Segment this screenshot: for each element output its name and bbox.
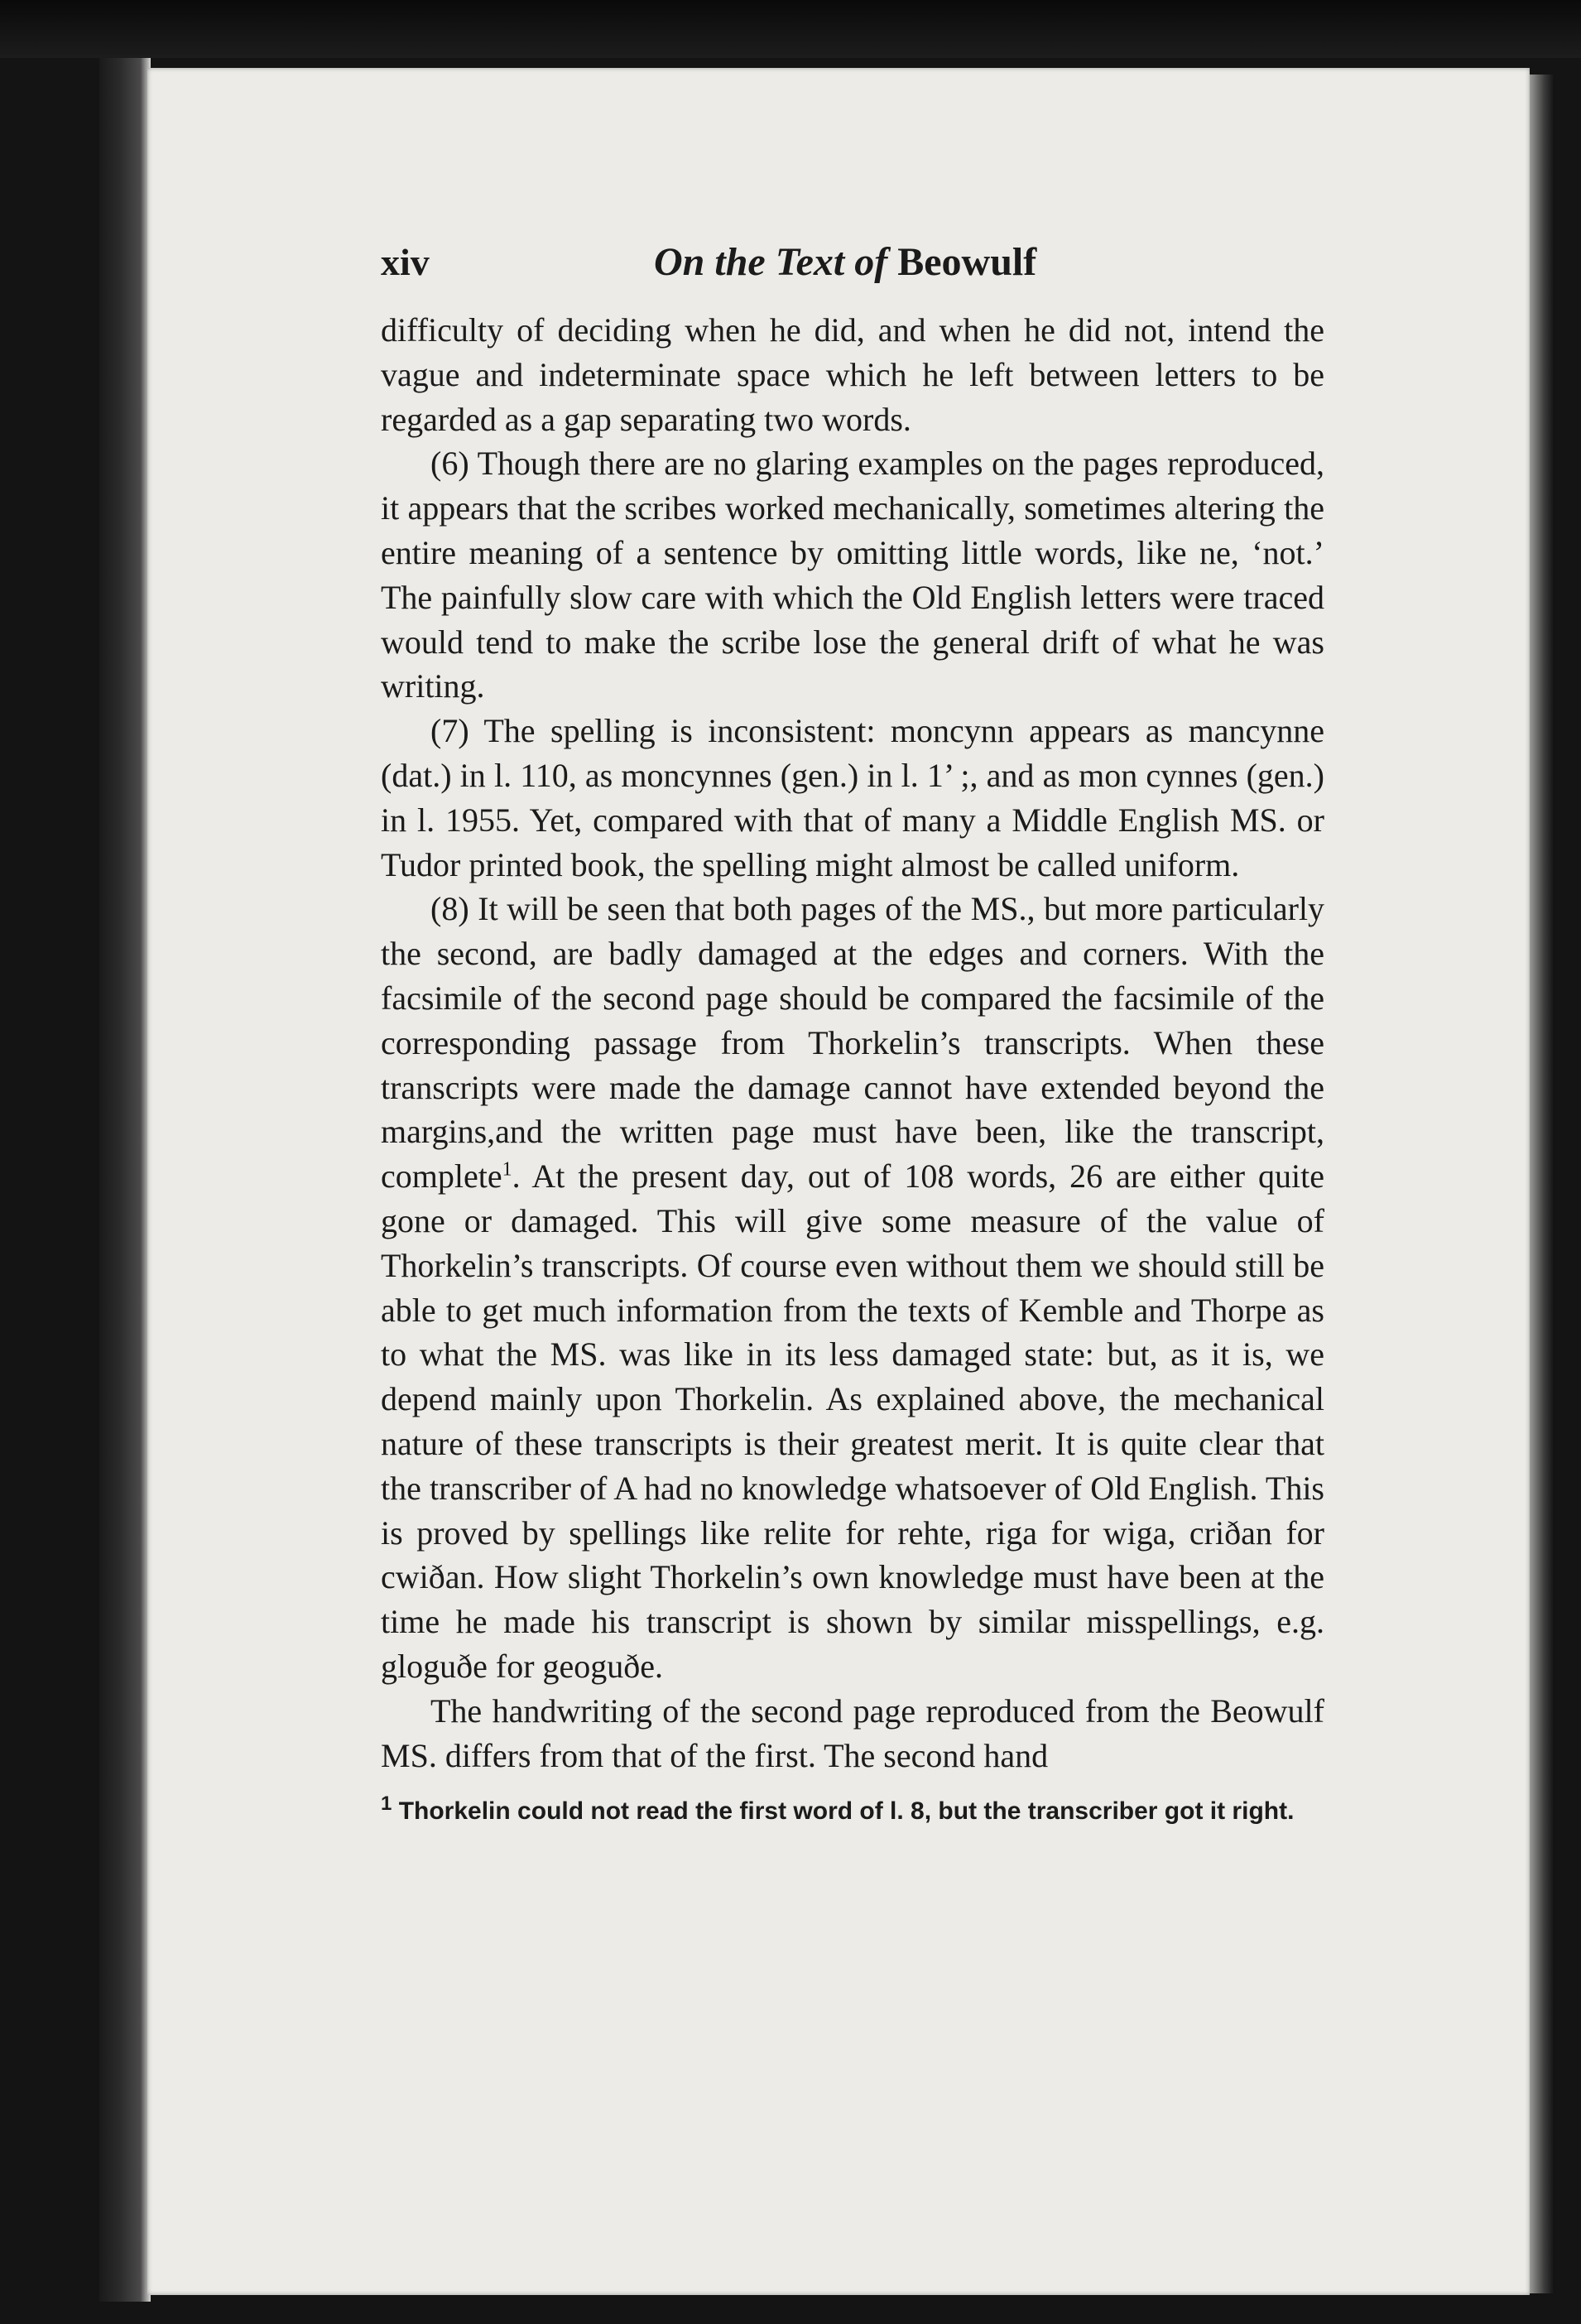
page-number: xiv bbox=[381, 241, 430, 283]
footnote-marker: 1 bbox=[381, 1792, 392, 1816]
paragraph-8-cont: . At the present day, out of 108 words, 26 are either quite gone or damaged. This will give some measure of the value of Thorkelin’s transcripts. Of course even without them we should still be able to get much information from the texts of Kemble and Thorpe as to what the MS. was like in its less damaged state: but, as it is, we depend mainly upon Thorkelin. As explained above, the mechanical nature of these transcripts is their greatest merit. It is quite clear that the transcriber of A had no knowledge whatsoever of Old English. This is proved by spellings like relite for rehte, riga for wiga, criðan for cwiðan. How slight Thorkelin’s own knowledge must have been at the time he made his transcript is shown by similar misspellings, e.g. gloguðe for geoguðe. bbox=[381, 1157, 1324, 1685]
paragraph-handwriting: The handwriting of the second page reproduced from the Beowulf MS. differs from that of the first. The second hand bbox=[381, 1691, 1324, 1774]
paragraph-8 bbox=[381, 887, 1324, 1688]
paragraph-7: (7) The spelling is inconsistent: moncynn appears as mancynne (dat.) in l. 110, as moncynnes (gen.) in l. 1’ ;, and as mon cynnes (gen.) in l. 1955. Yet, compared with that of many a Middle English MS. or Tudor printed book, the spelling might almost be called uniform. bbox=[381, 712, 1324, 883]
book-fore-edge bbox=[1530, 75, 1555, 2293]
footnote-text: Thorkelin could not read the first word of l. 8, but the transcriber got it right. bbox=[398, 1797, 1295, 1826]
running-title bbox=[654, 240, 1036, 285]
paragraph-6: (6) Though there are no glaring examples on the pages reproduced, it appears that the scribes worked mechanically, sometimes altering the entire meaning of a sentence by omitting little words, like ne, ‘not.’ The painfully slow care with which the Old English letters were traced would tend to make the scribe lose the general drift of what he was writing. bbox=[381, 445, 1324, 705]
footnote bbox=[381, 1794, 1324, 1829]
book-spine-edge bbox=[99, 58, 151, 2302]
page-text bbox=[381, 240, 1324, 1829]
running-title-italic: On the Text of bbox=[654, 240, 888, 284]
scan-top-border bbox=[0, 0, 1581, 58]
running-header bbox=[381, 240, 1324, 298]
footnote-ref[interactable]: 1 bbox=[502, 1158, 512, 1181]
paragraph-1: difficulty of deciding when he did, and when he did not, intend the vague and indeterminate space which he left between letters to be regarded as a gap separating two words. bbox=[381, 311, 1324, 438]
paragraph-8-text: (8) It will be seen that both pages of the MS., but more particularly the second, are badly damaged at the edges and corners. With the facsimile of the second page should be compared the facsimile of the corresponding passage from Thorkelin’s transcripts. When these transcripts were made the damage cannot have extended beyond the margins,and the written page must have been, like the transcript, complete bbox=[381, 890, 1324, 1196]
running-title-roman: Beowulf bbox=[897, 240, 1037, 284]
